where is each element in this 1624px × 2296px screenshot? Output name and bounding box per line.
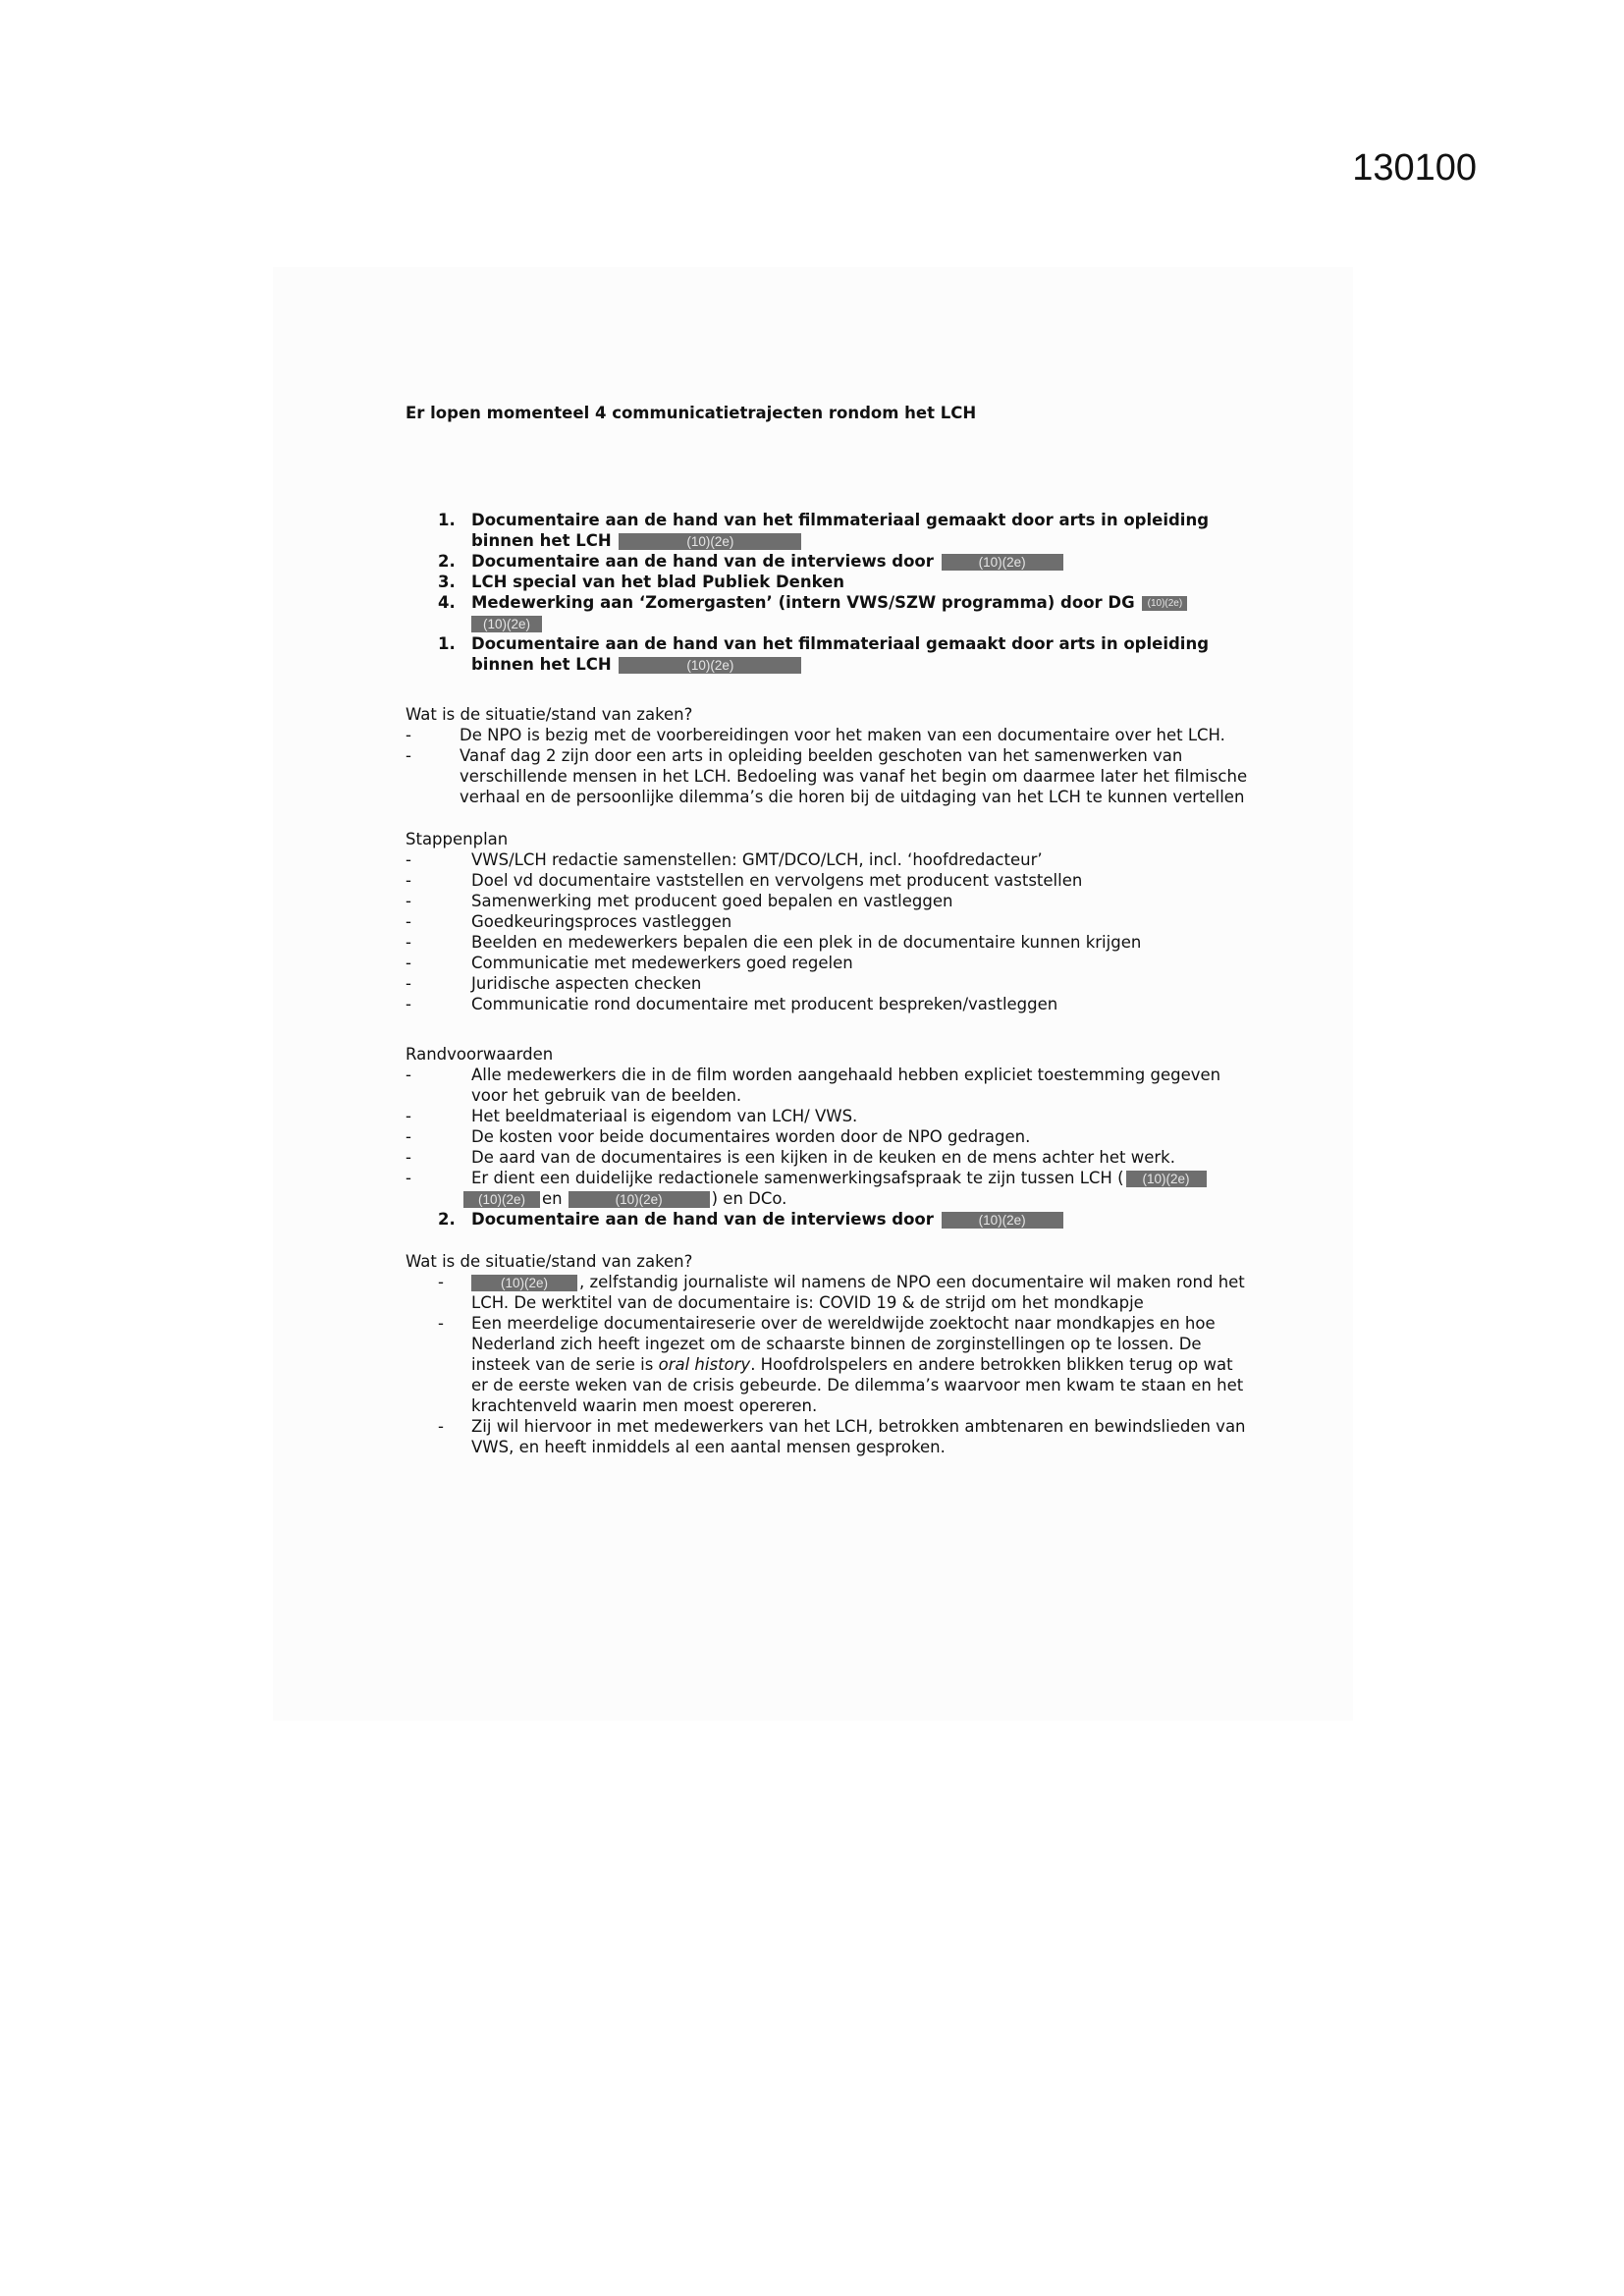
item-number: 2. bbox=[438, 1210, 456, 1229]
item-text: LCH special van het blad Publiek Denken bbox=[471, 573, 845, 591]
list-item-text: , zelfstandig journaliste wil namens de NPO een documentaire wil maken rond het LCH. De werktitel van de documentaire is: COVID 19 & de strijd om het mondkapje bbox=[471, 1273, 1245, 1312]
plan-list bbox=[406, 849, 1250, 1014]
section-title-text: Documentaire aan de hand van de interviews door bbox=[471, 1210, 934, 1229]
item-text: Medewerking aan ‘Zomergasten’ (intern VWS/SZW programma) door DG bbox=[471, 593, 1135, 612]
list-item: - Alle medewerkers die in de film worden aangehaald hebben expliciet toestemming gegeven voor het gebruik van de beelden. bbox=[406, 1066, 1221, 1105]
redaction-box: (10)(2e) bbox=[942, 554, 1063, 571]
section-1-title bbox=[406, 633, 1250, 675]
item-text: Documentaire aan de hand van het filmmateriaal gemaakt door arts in opleiding binnen het LCH bbox=[471, 511, 1209, 550]
list-item-text: De aard van de documentaires is een kijken in de keuken en de mens achter het werk. bbox=[471, 1148, 1175, 1167]
list-item-text: Alle medewerkers die in de film worden aangehaald hebben expliciet toestemming gegeven voor het gebruik van de beelden. bbox=[471, 1066, 1221, 1105]
list-item: - Een meerdelige documentaireserie over de wereldwijde zoektocht naar mondkapjes en hoe Nederland zich heeft ingezet om de schaarste binnen de zorginstellingen op te lossen. De insteek van de serie is oral history. Hoofdrolspelers en andere betrokken blikken terug op wat er de eerste weken van de crisis gebeurde. De dilemma’s waarvoor men kwam te staan en het krachtenveld waarin men moest opereren. bbox=[438, 1314, 1244, 1415]
list-item: - De NPO is bezig met de voorbereidingen voor het maken van een documentaire over het LCH. bbox=[406, 726, 1225, 744]
list-item: - Het beeldmateriaal is eigendom van LCH/ VWS. bbox=[406, 1107, 858, 1125]
redaction-box: (10)(2e) bbox=[471, 616, 542, 632]
list-item-text: Communicatie rond documentaire met producent bespreken/vastleggen bbox=[471, 995, 1058, 1013]
page-number: 130100 bbox=[1352, 147, 1477, 189]
document-body bbox=[406, 403, 1250, 1457]
emphasis-text: oral history bbox=[658, 1355, 751, 1374]
redaction-box: (10)(2e) bbox=[1126, 1171, 1207, 1187]
list-item: - Zij wil hiervoor in met medewerkers van het LCH, betrokken ambtenaren en bewindslieden van VWS, en heeft inmiddels al een aantal mensen gesproken. bbox=[438, 1417, 1246, 1456]
situation-label: Wat is de situatie/stand van zaken? bbox=[406, 705, 693, 724]
document-heading: Er lopen momenteel 4 communicatietrajecten rondom het LCH bbox=[406, 404, 977, 422]
section-title-item bbox=[406, 633, 1250, 675]
overview-item-3 bbox=[406, 572, 1250, 592]
list-item: - VWS/LCH redactie samenstellen: GMT/DCO/LCH, incl. ‘hoofdredacteur’ bbox=[406, 850, 1043, 869]
redaction-box: (10)(2e) bbox=[619, 657, 801, 674]
redaction-box: (10)(2e) bbox=[619, 533, 801, 550]
section-2-title bbox=[406, 1209, 1250, 1230]
item-text: Documentaire aan de hand van de interviews door bbox=[471, 552, 934, 571]
plan-label: Stappenplan bbox=[406, 830, 509, 848]
list-item: - Er dient een duidelijke redactionele samenwerkingsafspraak te zijn tussen LCH ( (10)(2e) (10)(2e) en (10)(2e) ) en DCo. bbox=[406, 1168, 1250, 1209]
list-item-text: Doel vd documentaire vaststellen en vervolgens met producent vaststellen bbox=[471, 871, 1083, 890]
overview-item-1 bbox=[406, 510, 1250, 551]
list-item-text: Het beeldmateriaal is eigendom van LCH/ VWS. bbox=[471, 1107, 858, 1125]
redaction-box: (10)(2e) bbox=[463, 1191, 540, 1208]
list-item: - (10)(2e) , zelfstandig journaliste wil namens de NPO een documentaire wil maken rond het LCH. De werktitel van de documentaire is: COVID 19 & de strijd om het mondkapje bbox=[438, 1273, 1245, 1312]
list-item: - De kosten voor beide documentaires worden door de NPO gedragen. bbox=[406, 1127, 1031, 1146]
list-item-text: en bbox=[542, 1189, 563, 1208]
section-title-item bbox=[406, 1209, 1250, 1230]
item-number: 4. bbox=[438, 593, 456, 612]
list-item-text: ) en DCo. bbox=[711, 1189, 787, 1208]
list-item-text: De NPO is bezig met de voorbereidingen voor het maken van een documentaire over het LCH. bbox=[460, 726, 1225, 744]
overview-list bbox=[406, 510, 1250, 633]
redaction-box: (10)(2e) bbox=[1142, 596, 1187, 611]
list-item: - Juridische aspecten checken bbox=[406, 974, 702, 993]
situation-label-2: Wat is de situatie/stand van zaken? bbox=[406, 1252, 693, 1271]
list-item-text: Goedkeuringsproces vastleggen bbox=[471, 912, 732, 931]
conditions-label: Randvoorwaarden bbox=[406, 1045, 554, 1064]
redaction-box: (10)(2e) bbox=[942, 1212, 1063, 1229]
situation-list bbox=[406, 725, 1250, 807]
item-number: 2. bbox=[438, 552, 456, 571]
list-item-text: VWS/LCH redactie samenstellen: GMT/DCO/LCH, incl. ‘hoofdredacteur’ bbox=[471, 850, 1043, 869]
item-number: 1. bbox=[438, 511, 456, 529]
list-item: - Communicatie met medewerkers goed regelen bbox=[406, 954, 853, 972]
situation-list-2 bbox=[406, 1272, 1250, 1457]
redaction-box: (10)(2e) bbox=[568, 1191, 710, 1208]
list-item-text: Er dient een duidelijke redactionele samenwerkingsafspraak te zijn tussen LCH ( bbox=[471, 1169, 1124, 1187]
list-item: - Vanaf dag 2 zijn door een arts in opleiding beelden geschoten van het samenwerken van verschillende mensen in het LCH. Bedoeling was vanaf het begin om daarmee later het filmische verhaal en de persoonlijke dilemma’s die horen bij de uitdaging van het LCH te kunnen vertellen bbox=[406, 746, 1248, 806]
list-item: - De aard van de documentaires is een kijken in de keuken en de mens achter het werk. bbox=[406, 1148, 1175, 1167]
section-title-text: Documentaire aan de hand van het filmmateriaal gemaakt door arts in opleiding binnen het LCH bbox=[471, 634, 1209, 674]
list-item: - Samenwerking met producent goed bepalen en vastleggen bbox=[406, 892, 953, 910]
item-number: 1. bbox=[438, 634, 456, 653]
list-item-text: Vanaf dag 2 zijn door een arts in opleiding beelden geschoten van het samenwerken van verschillende mensen in het LCH. Bedoeling was vanaf het begin om daarmee later het filmische verhaal en de persoonlijke dilemma’s die horen bij de uitdaging van het LCH te kunnen vertellen bbox=[460, 746, 1248, 806]
redaction-box: (10)(2e) bbox=[471, 1275, 577, 1291]
overview-item-2 bbox=[406, 551, 1250, 572]
list-item: - Doel vd documentaire vaststellen en vervolgens met producent vaststellen bbox=[406, 871, 1083, 890]
list-item-text: Een meerdelige documentaireserie over de wereldwijde zoektocht naar mondkapjes en hoe Nederland zich heeft ingezet om de schaarste binnen de zorginstellingen op te lossen. De insteek van de serie is bbox=[471, 1314, 1216, 1374]
list-item: - Goedkeuringsproces vastleggen bbox=[406, 912, 732, 931]
list-item: - Communicatie rond documentaire met producent bespreken/vastleggen bbox=[406, 995, 1058, 1013]
list-item-text: Communicatie met medewerkers goed regelen bbox=[471, 954, 853, 972]
list-item: - Beelden en medewerkers bepalen die een plek in de documentaire kunnen krijgen bbox=[406, 933, 1142, 952]
conditions-list bbox=[406, 1065, 1250, 1209]
item-number: 3. bbox=[438, 573, 456, 591]
list-item-text: Samenwerking met producent goed bepalen en vastleggen bbox=[471, 892, 953, 910]
list-item-text: Beelden en medewerkers bepalen die een plek in de documentaire kunnen krijgen bbox=[471, 933, 1142, 952]
overview-item-4 bbox=[406, 592, 1250, 633]
list-item-text: Juridische aspecten checken bbox=[471, 974, 702, 993]
list-item-text: De kosten voor beide documentaires worden door de NPO gedragen. bbox=[471, 1127, 1031, 1146]
list-item-text: . Hoofdrolspelers en andere betrokken blikken terug op wat er de eerste weken van de crisis gebeurde. De dilemma’s waarvoor men kwam te staan en het krachtenveld waarin men moest opereren. bbox=[471, 1355, 1244, 1415]
list-item-text: Zij wil hiervoor in met medewerkers van het LCH, betrokken ambtenaren en bewindslieden van VWS, en heeft inmiddels al een aantal mensen gesproken. bbox=[471, 1417, 1246, 1456]
